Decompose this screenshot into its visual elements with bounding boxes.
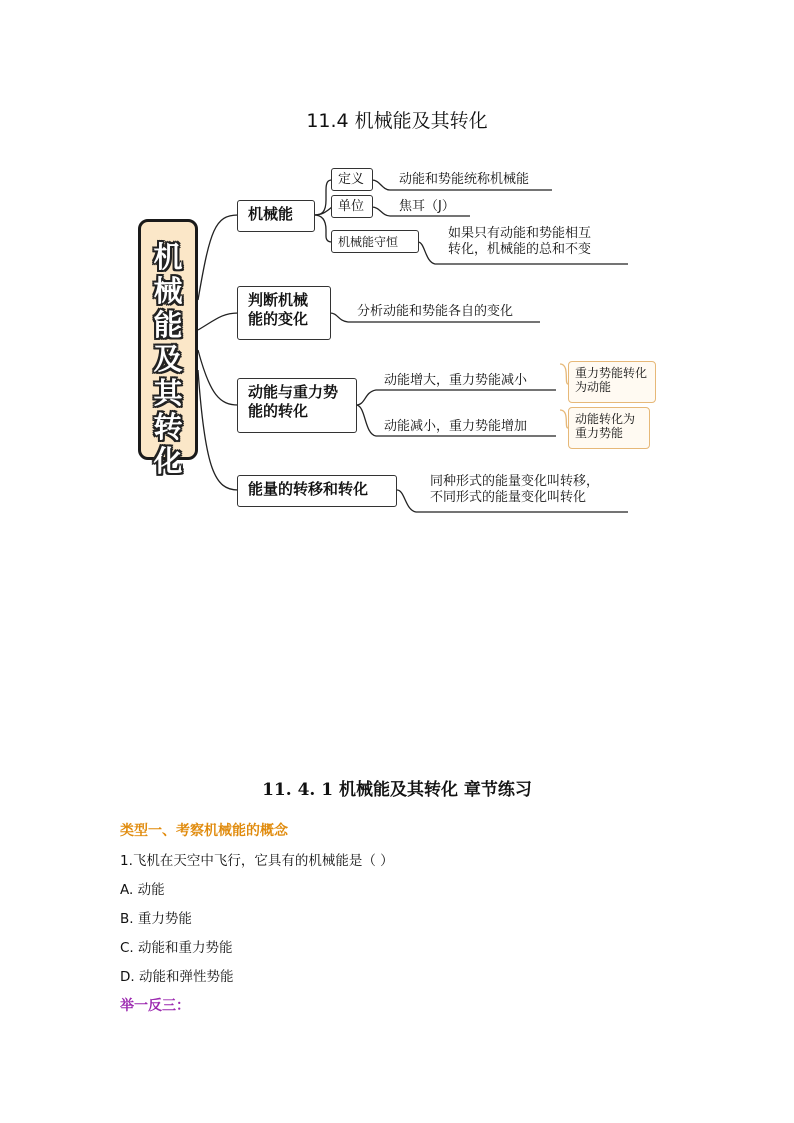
option-d: D. 动能和弹性势能: [120, 969, 234, 985]
option-b: B. 重力势能: [120, 911, 192, 927]
leaf-unit-label: 单位: [331, 195, 373, 218]
branch-mechanical-energy: 机械能: [237, 200, 315, 232]
mindmap-root: [138, 219, 198, 478]
branch-kinetic-potential-conversion: [237, 378, 357, 433]
leaf-conservation-text-1: 如果只有动能和势能相互: [448, 226, 592, 241]
section-title: 11. 4. 1 机械能及其转化 章节练习: [262, 780, 532, 800]
practice-label: 举一反三：: [120, 998, 190, 1014]
transfer-text-2: 不同形式的能量变化叫转化: [430, 490, 587, 505]
leaf-conservation-label: 机械能守恒: [331, 230, 419, 253]
branch-judge-change: [237, 286, 331, 340]
conversion-case-2-text: 动能减小，重力势能增加: [384, 419, 528, 434]
branch-judge-change-line-1: 判断机械: [248, 291, 309, 309]
mindmap-root-text: 机 械 能 及 其 转 化: [153, 240, 183, 478]
question-stem: 1.飞机在天空中飞行，它具有的机械能是（ ）: [120, 853, 394, 869]
conversion-case-1-text: 动能增大，重力势能减小: [384, 373, 528, 388]
document-title: 11.4 机械能及其转化: [306, 110, 488, 132]
branch-conversion-line-1: 动能与重力势: [248, 383, 339, 401]
option-c: C. 动能和重力势能: [120, 940, 233, 956]
leaf-definition-text: 动能和势能统称机械能: [399, 172, 530, 187]
conversion-case-2-note: 动能转化为 重力势能: [568, 407, 650, 449]
transfer-text-1: 同种形式的能量变化叫转移，: [430, 474, 600, 489]
branch-transfer-and-conversion: 能量的转移和转化: [237, 475, 397, 507]
mindmap-connectors: [0, 0, 794, 560]
branch-conversion-line-2: 能的转化: [248, 402, 309, 420]
leaf-unit-text: 焦耳（J）: [399, 199, 455, 214]
branch-judge-change-line-2: 能的变化: [248, 310, 309, 328]
type-heading: 类型一、考察机械能的概念: [120, 823, 288, 839]
conversion-case-1-note: 重力势能转化 为动能: [568, 361, 656, 403]
leaf-definition-label: 定义: [331, 168, 373, 191]
option-a: A. 动能: [120, 882, 165, 898]
branch-judge-change-text: 分析动能和势能各自的变化: [357, 304, 514, 319]
leaf-conservation-text-2: 转化，机械能的总和不变: [448, 242, 592, 257]
